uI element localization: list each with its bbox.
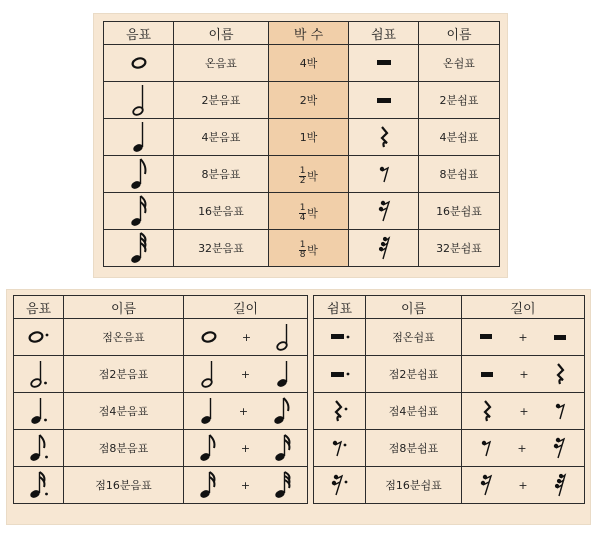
table-row [104, 119, 500, 156]
rest-name: 점4분쉼표 [366, 393, 462, 430]
thirty-second-rest-icon [554, 473, 566, 497]
sixteenth-note-icon [274, 433, 292, 463]
thirty-second-rest-icon [378, 236, 390, 260]
header-beats: 박 수 [269, 22, 349, 45]
eighth-rest-icon [481, 439, 491, 457]
note-name: 점2분음표 [64, 356, 184, 393]
rest-name: 점온쉼표 [366, 319, 462, 356]
rest-name: 4분쉼표 [419, 119, 500, 156]
dotted-sixteenth-note-icon [29, 470, 49, 500]
note-name: 2분음표 [174, 82, 269, 119]
header-rest: 쉼표 [349, 22, 419, 45]
table-row [104, 230, 500, 267]
beat-unit: 박 [307, 170, 318, 183]
table-row [14, 356, 585, 393]
table-header-row [14, 296, 585, 319]
sixteenth-rest-icon [378, 200, 390, 222]
header-rest-name: 이름 [419, 22, 500, 45]
plus-sign: + [518, 478, 528, 492]
note-rest-table [103, 21, 500, 267]
thirty-second-note-icon [130, 231, 148, 265]
quarter-rest-icon [481, 400, 493, 422]
plus-sign: + [518, 330, 528, 344]
half-rest-icon [553, 333, 567, 341]
note-name: 온음표 [174, 45, 269, 82]
header-name: 이름 [174, 22, 269, 45]
table-row [14, 319, 585, 356]
dotted-note-table-panel [6, 289, 591, 525]
header-rest: 쉼표 [314, 296, 366, 319]
fraction-numerator: 1 [299, 239, 306, 250]
table-row [14, 430, 585, 467]
fraction-numerator: 1 [299, 165, 306, 176]
plus-sign: + [519, 367, 529, 381]
whole-rest-icon [479, 333, 493, 341]
dotted-eighth-rest-icon [332, 439, 348, 457]
header-name: 이름 [64, 296, 184, 319]
table-row [14, 393, 585, 430]
eighth-note-icon [199, 433, 217, 463]
plus-sign: + [240, 478, 251, 492]
table-header-row [104, 22, 500, 45]
header-note: 음표 [14, 296, 64, 319]
sixteenth-rest-icon [553, 437, 565, 459]
dotted-half-rest-icon [330, 370, 350, 378]
rest-name: 8분쉼표 [419, 156, 500, 193]
header-rest-name: 이름 [366, 296, 462, 319]
sixteenth-rest-icon [480, 474, 492, 496]
quarter-rest-icon [378, 126, 390, 148]
rest-name: 점8분쉼표 [366, 430, 462, 467]
dotted-whole-note-icon [28, 331, 50, 343]
rest-name: 점2분쉼표 [366, 356, 462, 393]
quarter-rest-icon [554, 363, 566, 385]
whole-note-icon [201, 331, 217, 343]
eighth-note-icon [130, 157, 148, 191]
quarter-note-icon [276, 359, 290, 389]
quarter-note-icon [132, 120, 146, 154]
header-note: 음표 [104, 22, 174, 45]
plus-sign: + [517, 441, 527, 455]
note-name: 점4분음표 [64, 393, 184, 430]
beat-unit: 박 [307, 207, 318, 220]
table-row [14, 467, 585, 504]
plus-sign: + [240, 441, 251, 455]
beat-count: 2박 [269, 82, 349, 119]
header-rest-length: 길이 [462, 296, 585, 319]
rest-name: 온쉼표 [419, 45, 500, 82]
beat-count: 1박 [269, 119, 349, 156]
eighth-rest-icon [555, 402, 565, 420]
half-note-icon [276, 322, 290, 352]
fraction-numerator: 1 [299, 202, 306, 213]
note-name: 8분음표 [174, 156, 269, 193]
dotted-eighth-note-icon [29, 433, 49, 463]
note-name: 점온음표 [64, 319, 184, 356]
beat-count [269, 193, 349, 230]
fraction-denominator: 2 [299, 175, 306, 186]
sixteenth-note-icon [130, 194, 148, 228]
note-table-panel [93, 13, 508, 278]
dotted-half-note-icon [30, 359, 48, 389]
table-row [104, 156, 500, 193]
fraction-denominator: 8 [299, 249, 306, 260]
plus-sign: + [241, 330, 252, 344]
plus-sign: + [240, 367, 251, 381]
note-name: 32분음표 [174, 230, 269, 267]
rest-name: 점16분쉼표 [366, 467, 462, 504]
rest-name: 2분쉼표 [419, 82, 500, 119]
plus-sign: + [238, 404, 249, 418]
table-row [104, 82, 500, 119]
table-row [104, 193, 500, 230]
plus-sign: + [519, 404, 529, 418]
quarter-note-icon [200, 396, 214, 426]
sixteenth-note-icon [199, 470, 217, 500]
table-row [104, 45, 500, 82]
dotted-note-rest-table [13, 295, 585, 504]
half-rest-icon [376, 96, 392, 104]
whole-rest-icon [376, 59, 392, 67]
rest-name: 32분쉼표 [419, 230, 500, 267]
beat-count: 4박 [269, 45, 349, 82]
note-name: 16분음표 [174, 193, 269, 230]
dotted-quarter-note-icon [30, 396, 48, 426]
note-name: 점8분음표 [64, 430, 184, 467]
eighth-note-icon [273, 396, 291, 426]
whole-note-icon [131, 57, 147, 69]
half-note-icon [201, 359, 215, 389]
half-note-icon [132, 83, 146, 117]
note-name: 점16분음표 [64, 467, 184, 504]
rest-name: 16분쉼표 [419, 193, 500, 230]
dotted-quarter-rest-icon [332, 400, 348, 422]
half-rest-icon [480, 370, 494, 378]
dotted-sixteenth-rest-icon [331, 474, 349, 496]
fraction-denominator: 4 [299, 212, 306, 223]
beat-count [269, 230, 349, 267]
dotted-whole-rest-icon [330, 333, 350, 341]
note-name: 4분음표 [174, 119, 269, 156]
header-length: 길이 [184, 296, 308, 319]
eighth-rest-icon [379, 165, 389, 183]
beat-count [269, 156, 349, 193]
thirty-second-note-icon [274, 470, 292, 500]
beat-unit: 박 [307, 244, 318, 257]
